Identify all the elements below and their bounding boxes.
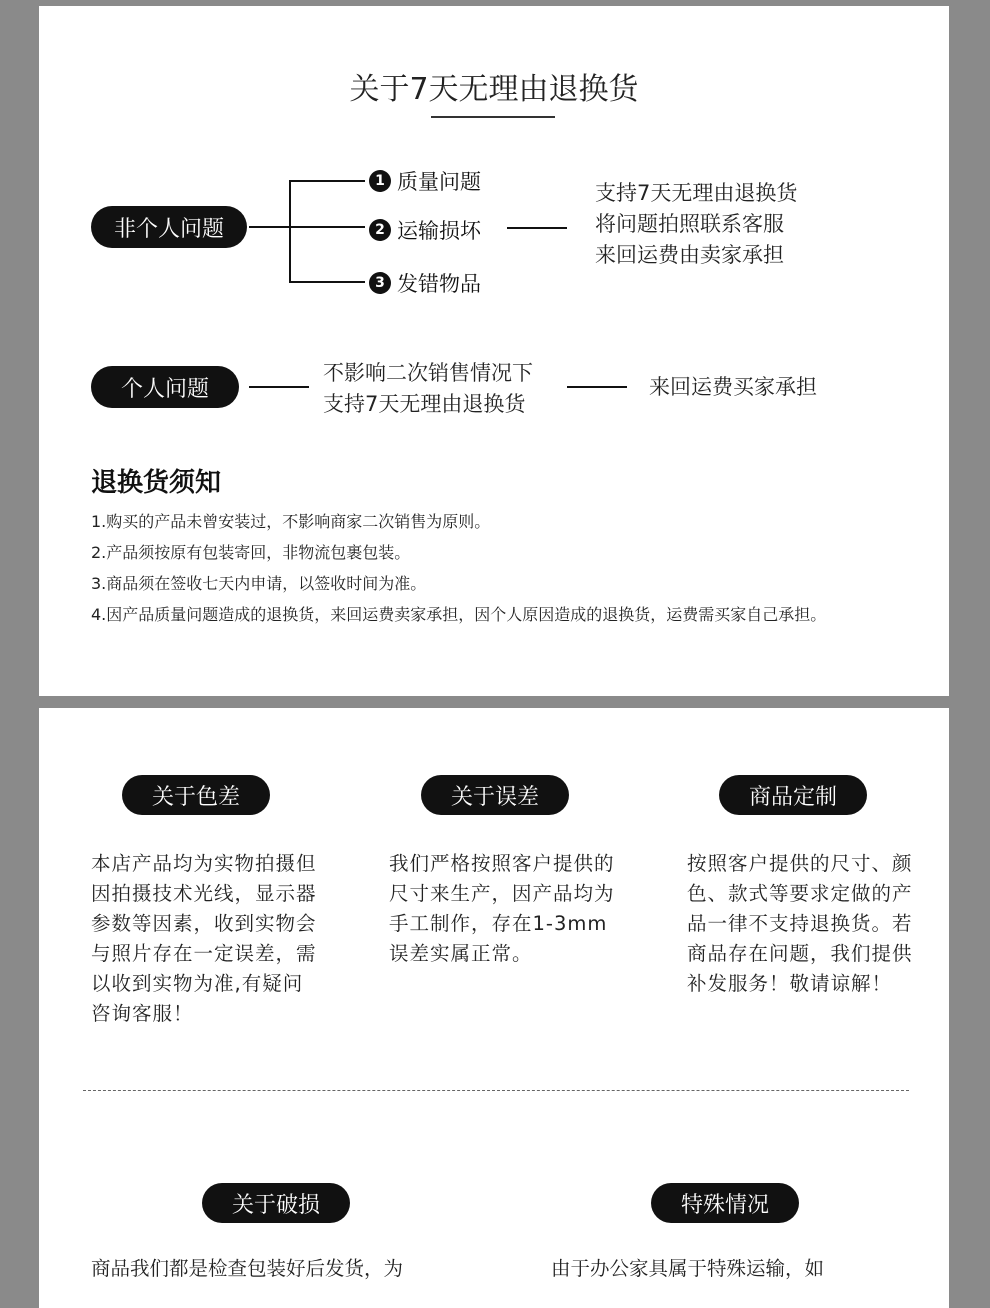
number-badge: 2	[369, 219, 391, 241]
branch-shipping-damage	[369, 215, 481, 245]
branch-label: 质量问题	[397, 170, 481, 194]
damage-pill: 关于破损	[202, 1183, 350, 1223]
color-difference-pill: 关于色差	[122, 775, 270, 815]
connector-line	[249, 386, 309, 388]
condition-line: 不影响二次销售情况下	[323, 361, 533, 385]
branch-label: 运输损坏	[397, 219, 481, 243]
connector-line	[289, 281, 365, 283]
branch-label: 发错物品	[397, 272, 481, 296]
size-error-pill: 关于误差	[421, 775, 569, 815]
notice-list	[91, 506, 941, 630]
result-line: 将问题拍照联系客服	[595, 212, 784, 236]
notice-item: 4.因产品质量问题造成的退换货，来回运费卖家承担，因个人原因造成的退换货，运费需买家自己承担。	[91, 605, 827, 624]
special-case-pill: 特殊情况	[651, 1183, 799, 1223]
dashed-divider	[83, 1090, 909, 1091]
non-personal-result	[595, 178, 797, 271]
special-case-text: 由于办公家具属于特殊运输，如	[551, 1257, 825, 1280]
branch-wrong-item	[369, 268, 481, 298]
number-badge: 3	[369, 272, 391, 294]
connector-line	[567, 386, 627, 388]
result-line: 来回运费由卖家承担	[595, 243, 784, 267]
connector-line	[249, 226, 289, 228]
info-panel	[39, 708, 949, 1308]
result-line: 支持7天无理由退换货	[595, 181, 798, 205]
connector-line	[289, 226, 365, 228]
page-title: 关于7天无理由退换货	[349, 72, 639, 107]
color-difference-text: 本店产品均为实物拍摄但因拍摄技术光线，显示器参数等因素，收到实物会与照片存在一定误差，需以收到实物为准,有疑问咨询客服！	[91, 852, 317, 1025]
notice-title: 退换货须知	[91, 468, 222, 498]
title-underline	[431, 116, 555, 118]
personal-result: 来回运费买家承担	[649, 375, 817, 399]
customization-pill: 商品定制	[719, 775, 867, 815]
size-error-text: 我们严格按照客户提供的尺寸来生产，因产品均为手工制作，存在1-3mm误差实属正常。	[389, 852, 615, 965]
branch-quality-issue	[369, 166, 481, 196]
personal-condition	[323, 358, 533, 420]
non-personal-issue-pill: 非个人问题	[91, 206, 247, 248]
number-badge: 1	[369, 170, 391, 192]
notice-item: 1.购买的产品未曾安装过，不影响商家二次销售为原则。	[91, 512, 491, 531]
bracket-line	[289, 180, 291, 282]
damage-text: 商品我们都是检查包装好后发货，为	[91, 1257, 404, 1280]
connector-line	[507, 227, 567, 229]
connector-line	[289, 180, 365, 182]
return-policy-panel	[39, 6, 949, 696]
customization-text: 按照客户提供的尺寸、颜色、款式等要求定做的产品一律不支持退换货。若商品存在问题，我们提供补发服务！敬请谅解！	[687, 852, 913, 995]
condition-line: 支持7天无理由退换货	[323, 392, 526, 416]
notice-item: 3.商品须在签收七天内申请，以签收时间为准。	[91, 574, 427, 593]
notice-item: 2.产品须按原有包装寄回，非物流包裹包装。	[91, 543, 411, 562]
personal-issue-pill: 个人问题	[91, 366, 239, 408]
